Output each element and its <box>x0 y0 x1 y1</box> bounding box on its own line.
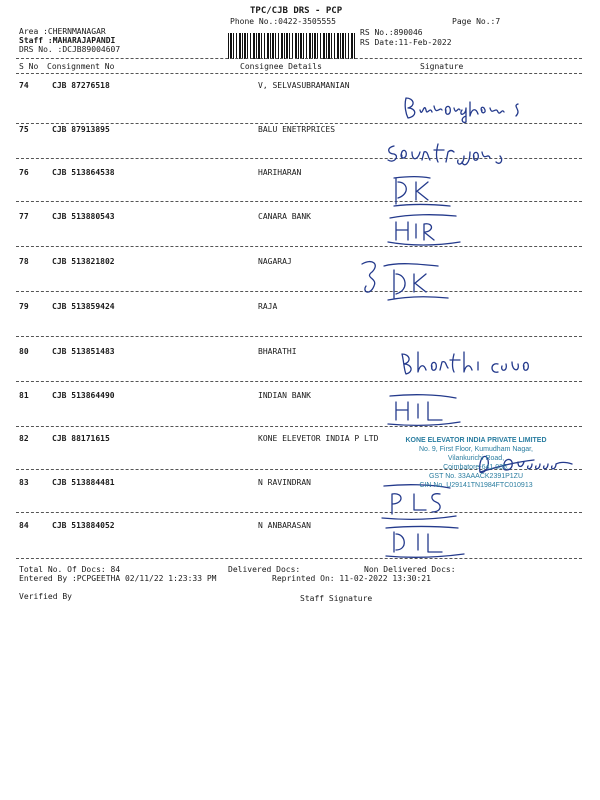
total-docs: Total No. Of Docs: 84 <box>19 565 121 574</box>
barcode <box>228 33 356 59</box>
stamp-address-line: Vilankurichi Road, <box>447 455 505 462</box>
handwritten-signature <box>398 348 548 378</box>
handwritten-signature <box>386 392 466 426</box>
row-sno: 81 <box>19 391 29 400</box>
row-sno: 82 <box>19 434 29 443</box>
row-consignment: CJB 88171615 <box>52 434 110 443</box>
handwritten-signature <box>386 212 466 246</box>
entered-by: Entered By :PCPGEETHA 02/11/22 1:23:33 PM <box>19 574 217 583</box>
phone-number: Phone No.:0422-3505555 <box>230 17 336 26</box>
rs-number: RS No.:890046 <box>360 28 423 37</box>
row-divider <box>16 512 582 513</box>
row-divider <box>16 246 582 247</box>
column-signature: Signature <box>420 62 464 71</box>
row-consignee: BHARATHI <box>258 347 297 356</box>
row-consignee: N ANBARASAN <box>258 521 311 530</box>
staff-signature-label: Staff Signature <box>300 594 373 603</box>
header-divider <box>16 73 582 74</box>
drs-number: DRS No. :DCJB89004607 <box>19 45 121 54</box>
reprinted-on: Reprinted On: 11-02-2022 13:30:21 <box>272 574 431 583</box>
verified-by: Verified By <box>19 592 72 601</box>
handwritten-signature <box>390 174 460 208</box>
row-consignment: CJB 513859424 <box>52 302 115 311</box>
row-consignee: V, SELVASUBRAMANIAN <box>258 81 350 90</box>
row-consignee: RAJA <box>258 302 278 311</box>
staff-field: Staff :MAHARAJAPANDI <box>19 36 116 45</box>
row-sno: 76 <box>19 168 29 177</box>
row-consignment: CJB 513884481 <box>52 478 115 487</box>
row-sno: 84 <box>19 521 29 530</box>
row-sno: 78 <box>19 257 29 266</box>
row-divider <box>16 336 582 337</box>
row-sno: 83 <box>19 478 29 487</box>
column-consignment: Consignment No <box>47 62 115 71</box>
row-consignee: N RAVINDRAN <box>258 478 311 487</box>
row-consignment: CJB 513821802 <box>52 257 115 266</box>
column-details: Consignee Details <box>240 62 322 71</box>
stamp-gst: GST No. 33AAACK2391P1ZU <box>428 473 524 480</box>
row-consignee: HARIHARAN <box>258 168 302 177</box>
row-consignee: BALU ENETRPRICES <box>258 125 336 134</box>
row-consignee: INDIAN BANK <box>258 391 311 400</box>
row-sno: 79 <box>19 302 29 311</box>
non-delivered-docs: Non Delivered Docs: <box>364 565 456 574</box>
row-divider <box>16 201 582 202</box>
handwritten-signature <box>400 92 550 124</box>
document-title: TPC/CJB DRS - PCP <box>250 6 343 16</box>
handwritten-signature <box>384 138 534 168</box>
handwritten-signature <box>358 256 458 304</box>
row-consignment: CJB 87913895 <box>52 125 110 134</box>
row-sno: 74 <box>19 81 29 90</box>
header-divider <box>16 58 582 59</box>
row-consignee: KONE ELEVETOR INDIA P LTD <box>258 434 379 443</box>
row-consignment: CJB 513864538 <box>52 168 115 177</box>
stamp-company-name: KONE ELEVATOR INDIA PRIVATE LIMITED <box>405 437 547 444</box>
row-consignee: NAGARAJ <box>258 257 292 266</box>
row-divider <box>16 291 582 292</box>
page-number: Page No.:7 <box>452 17 501 26</box>
stamp-cin: CIN No. U29141TN1984FTC010913 <box>419 482 533 489</box>
row-consignment: CJB 513851483 <box>52 347 115 356</box>
row-consignee: CANARA BANK <box>258 212 311 221</box>
stamp-address-line: Coimbatore-641 035. <box>443 464 509 471</box>
row-divider <box>16 558 582 559</box>
row-sno: 75 <box>19 125 29 134</box>
column-sno: S No <box>19 62 39 71</box>
handwritten-signature <box>384 524 474 560</box>
row-consignment: CJB 513880543 <box>52 212 115 221</box>
stamp-address-line: No. 9, First Floor, Kumudham Nagar, <box>419 446 533 453</box>
area-field: Area :CHERNMANAGAR <box>19 27 106 36</box>
row-divider <box>16 381 582 382</box>
row-sno: 77 <box>19 212 29 221</box>
rs-date: RS Date:11-Feb-2022 <box>360 38 452 47</box>
company-stamp <box>382 436 570 490</box>
row-divider <box>16 426 582 427</box>
delivered-docs: Delivered Docs: <box>228 565 301 574</box>
row-consignment: CJB 513884052 <box>52 521 115 530</box>
row-sno: 80 <box>19 347 29 356</box>
row-consignment: CJB 87276518 <box>52 81 110 90</box>
row-consignment: CJB 513864490 <box>52 391 115 400</box>
